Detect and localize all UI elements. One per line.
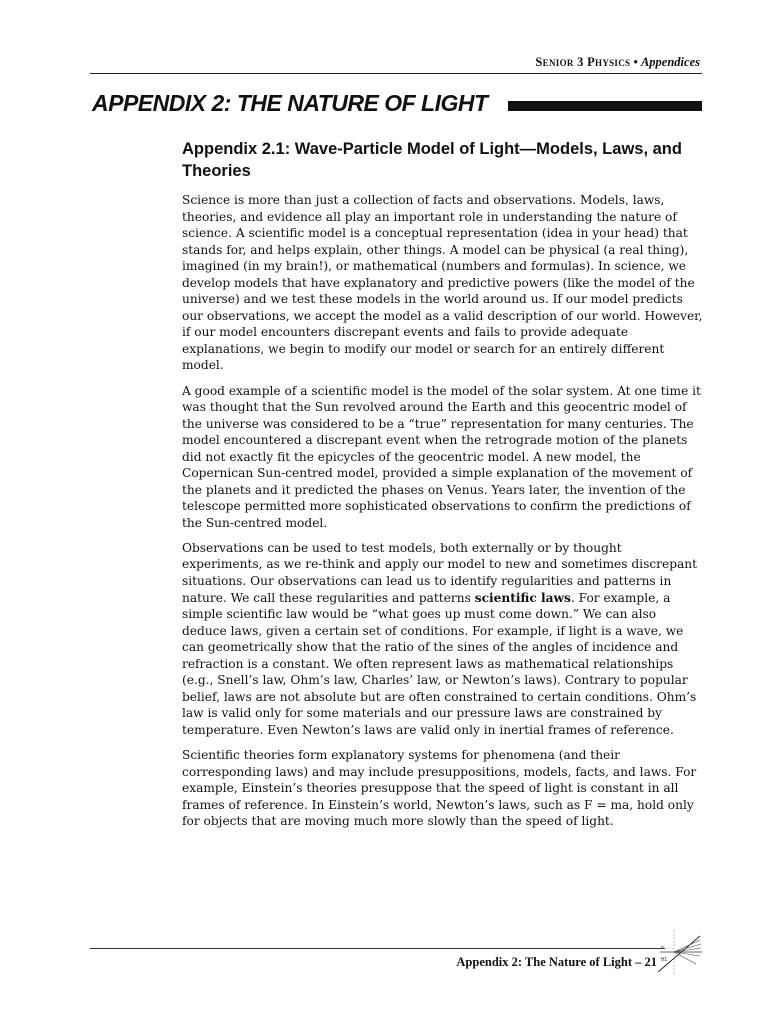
footer-page-label: Appendix 2: The Nature of Light – 21 — [456, 955, 657, 969]
body-text — [182, 192, 704, 838]
refraction-diagram-icon — [656, 930, 702, 974]
appendix-title: APPENDIX 2: THE NATURE OF LIGHT — [92, 90, 488, 116]
title-bar — [508, 101, 702, 111]
paragraph-solar-system: A good example of a scientific model is the model of the solar system. At one time it was thought that the Sun revolved around the Earth and this geocentric model of the universe was considered to be a “true” representation for many centuries. The model encountered a discrepant event when the retrograde motion of the planets did not exactly fit the epicycles of the geocentric model. A new model, the Copernican Sun-centred model, provided a simple explanation of the movement of the planets and it predicted the phases on Venus. Years later, the invention of the telescope permitted more sophisticated observations to confirm the predictions of the Sun-centred model. — [182, 383, 701, 530]
paragraph-laws-part-2: . For example, a simple scientific law would be “what goes up must come down.” We can also deduce laws, given a certain set of conditions. For example, if light is a wave, we can geometrically show that the ratio of the sines of the angles of incidence and refraction is a constant. We often represent laws as mathematical relationships (e.g., Snell’s law, Ohm’s law, Charles’ law, or Newton’s laws). Contrary to popular belief, laws are not absolute but are often constrained to certain conditions. Ohm’s law is valid only for some materials and our pressure laws are constrained by temperature. Even Newton’s laws are valid only in inertial frames of reference. — [182, 590, 697, 737]
paragraph-laws — [182, 540, 704, 739]
header-section: Appendices — [640, 55, 700, 69]
header-separator: • — [630, 55, 641, 69]
logo-label-n: n — [661, 945, 665, 951]
paragraph-models: Science is more than just a collection of facts and observations. Models, laws, theories, and evidence all play an important role in understanding the nature of science. A scientific model is a conceptual representation (idea in your head) that stands for, and helps explain, other things. A model can be physical (a real thing), imagined (in my brain!), or mathematical (numbers and formulas). In science, we develop models that have explanatory and predictive powers (like the model of the universe) and we test these models in the world around us. If our model predicts our observations, we accept the model as a valid description of our world. However, if our model encounters discrepant events and fails to provide adequate explanations, we begin to modify our model or search for an entirely different model. — [182, 193, 703, 373]
paragraph-theories: Scientific theories form explanatory systems for phenomena (and their corresponding laws) and may include presuppositions, models, facts, and laws. For example, Einstein’s theories presuppose that the speed of light is constant in all frames of reference. In Einstein’s world, Newton’s laws, such as F = ma, hold only for objects that are moving much more slowly than the speed of light. — [182, 748, 697, 829]
header-course: Senior 3 Physics — [535, 55, 631, 69]
running-header — [535, 55, 700, 70]
section-heading: Appendix 2.1: Wave-Particle Model of Light—Models, Laws, and Theories — [182, 140, 682, 180]
paragraph-laws-part-1: Observations can be used to test models, both externally or by thought experiments, as we re-think and apply our model to new and sometimes discrepant situations. Our observations can lead us to identify regularities and patterns in nature. We call these regularities and patterns — [182, 540, 698, 605]
scientific-laws-term: scientific laws — [474, 590, 571, 605]
header-rule — [90, 73, 702, 74]
logo-label-theta: θ1 — [661, 957, 668, 963]
footer-rule — [90, 948, 665, 949]
